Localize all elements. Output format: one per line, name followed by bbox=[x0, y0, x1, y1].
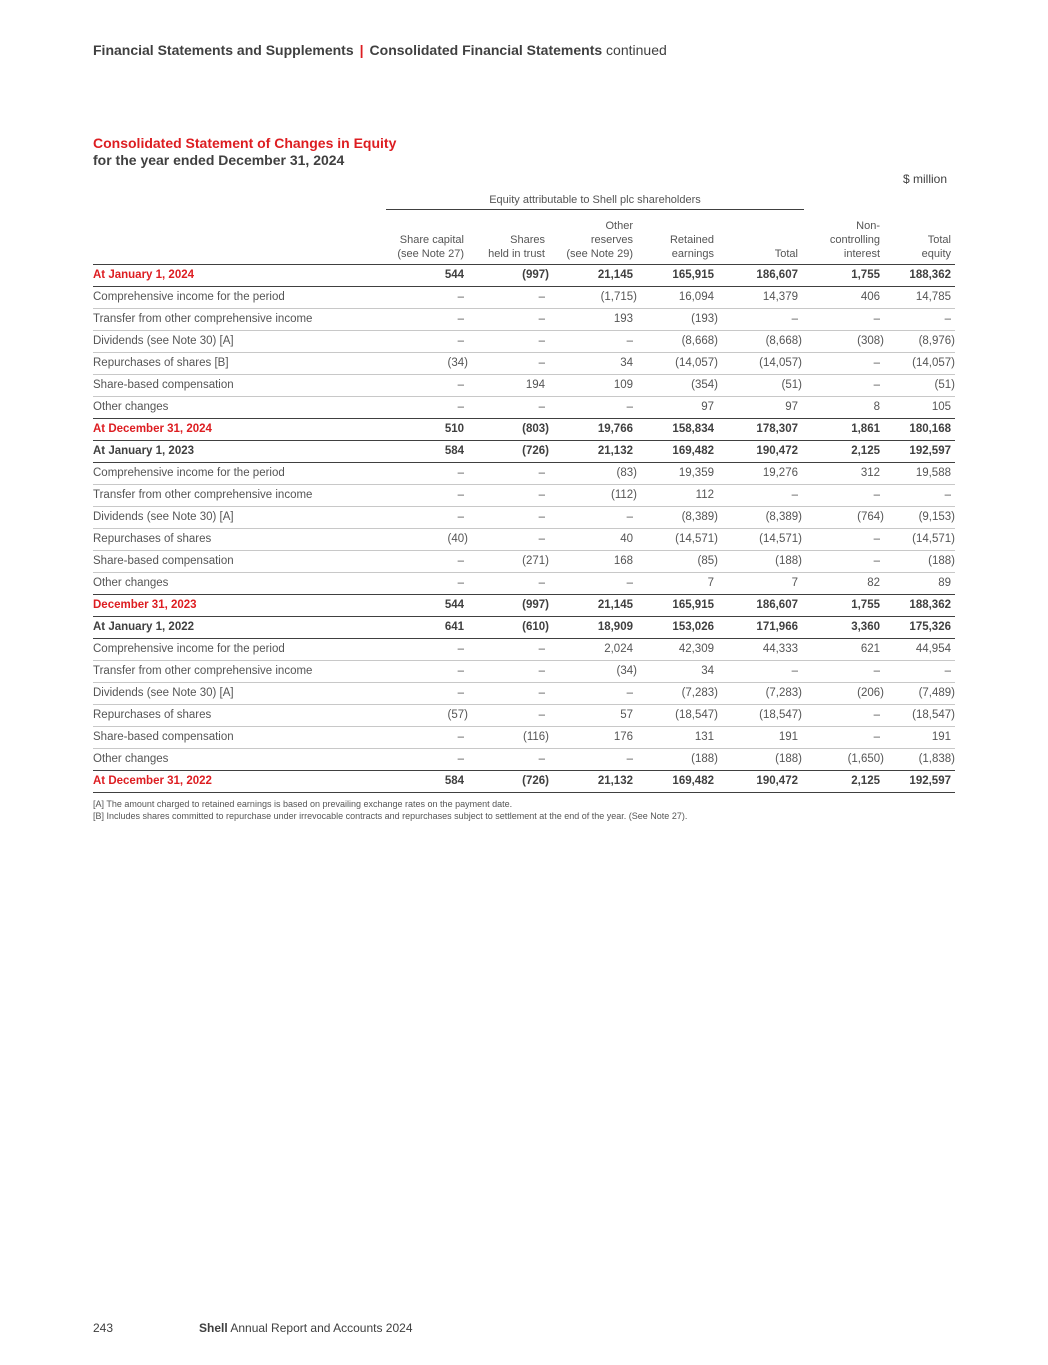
cell-value: – bbox=[884, 660, 955, 682]
cell-value: – bbox=[884, 484, 955, 506]
cell-value: 192,597 bbox=[884, 770, 955, 792]
cell-value: – bbox=[468, 286, 549, 308]
cell-value: 186,607 bbox=[718, 594, 802, 616]
cell-value: 34 bbox=[549, 352, 637, 374]
header-suffix: continued bbox=[606, 42, 667, 58]
footer-report-title: Annual Report and Accounts 2024 bbox=[230, 1321, 413, 1335]
cell-value: 544 bbox=[387, 594, 468, 616]
cell-value: – bbox=[549, 748, 637, 770]
cell-value: (188) bbox=[884, 550, 955, 572]
row-label: Transfer from other comprehensive income bbox=[93, 484, 387, 506]
table-row bbox=[93, 594, 955, 616]
table-row bbox=[93, 704, 955, 726]
cell-value: 14,785 bbox=[884, 286, 955, 308]
cell-value: 178,307 bbox=[718, 418, 802, 440]
row-label: Comprehensive income for the period bbox=[93, 638, 387, 660]
page-number: 243 bbox=[93, 1321, 114, 1335]
cell-value: – bbox=[468, 462, 549, 484]
cell-value: 169,482 bbox=[637, 770, 718, 792]
table-row bbox=[93, 396, 955, 418]
cell-value: 105 bbox=[884, 396, 955, 418]
table-row bbox=[93, 616, 955, 638]
column-header-label bbox=[93, 214, 387, 264]
cell-value: – bbox=[468, 682, 549, 704]
cell-value: – bbox=[387, 748, 468, 770]
cell-value: 544 bbox=[387, 264, 468, 286]
cell-value: – bbox=[387, 484, 468, 506]
table-row bbox=[93, 418, 955, 440]
row-label: Share-based compensation bbox=[93, 374, 387, 396]
cell-value: 180,168 bbox=[884, 418, 955, 440]
cell-value: 158,834 bbox=[637, 418, 718, 440]
row-label: At January 1, 2024 bbox=[93, 264, 387, 286]
statement-title: Consolidated Statement of Changes in Equity bbox=[93, 135, 397, 151]
cell-value: – bbox=[718, 484, 802, 506]
row-label: At January 1, 2022 bbox=[93, 616, 387, 638]
cell-value: 97 bbox=[637, 396, 718, 418]
table-row bbox=[93, 506, 955, 528]
cell-value: – bbox=[468, 748, 549, 770]
cell-value: – bbox=[549, 572, 637, 594]
cell-value: 16,094 bbox=[637, 286, 718, 308]
statement-title-block bbox=[93, 134, 396, 169]
cell-value: 2,125 bbox=[802, 770, 884, 792]
footer-brand: Shell bbox=[199, 1321, 228, 1335]
cell-value: (34) bbox=[549, 660, 637, 682]
cell-value: 641 bbox=[387, 616, 468, 638]
cell-value: – bbox=[387, 308, 468, 330]
cell-value: – bbox=[387, 374, 468, 396]
cell-value: (14,057) bbox=[884, 352, 955, 374]
cell-value: – bbox=[549, 330, 637, 352]
cell-value: (1,838) bbox=[884, 748, 955, 770]
cell-value: 312 bbox=[802, 462, 884, 484]
row-label: Transfer from other comprehensive income bbox=[93, 660, 387, 682]
cell-value: – bbox=[468, 528, 549, 550]
cell-value: – bbox=[468, 330, 549, 352]
cell-value: 21,145 bbox=[549, 264, 637, 286]
cell-value: – bbox=[549, 396, 637, 418]
column-header-other-reserves: Other reserves (see Note 29) bbox=[549, 214, 637, 264]
cell-value: – bbox=[802, 352, 884, 374]
cell-value: 14,379 bbox=[718, 286, 802, 308]
cell-value: 176 bbox=[549, 726, 637, 748]
cell-value: (8,389) bbox=[637, 506, 718, 528]
cell-value: – bbox=[468, 308, 549, 330]
cell-value: – bbox=[802, 374, 884, 396]
cell-value: 57 bbox=[549, 704, 637, 726]
cell-value: 510 bbox=[387, 418, 468, 440]
row-label: Other changes bbox=[93, 572, 387, 594]
table-row bbox=[93, 374, 955, 396]
cell-value: 2,125 bbox=[802, 440, 884, 462]
column-header-non-controlling-interest: Non- controlling interest bbox=[802, 214, 884, 264]
cell-value: (9,153) bbox=[884, 506, 955, 528]
cell-value: – bbox=[802, 550, 884, 572]
table-header-row bbox=[93, 214, 955, 264]
column-header-shares-held-in-trust: Shares held in trust bbox=[468, 214, 549, 264]
cell-value: 621 bbox=[802, 638, 884, 660]
table-row bbox=[93, 484, 955, 506]
cell-value: 193 bbox=[549, 308, 637, 330]
footnote-b: [B] Includes shares committed to repurchase under irrevocable contracts and repurchases subject to settlement at the end of the year. (See Note 27). bbox=[93, 811, 688, 821]
cell-value: (57) bbox=[387, 704, 468, 726]
header-section: Financial Statements and Supplements bbox=[93, 42, 354, 58]
cell-value: 584 bbox=[387, 440, 468, 462]
row-label: Other changes bbox=[93, 748, 387, 770]
cell-value: 21,132 bbox=[549, 440, 637, 462]
cell-value: (83) bbox=[549, 462, 637, 484]
cell-value: – bbox=[387, 572, 468, 594]
equity-group-header: Equity attributable to Shell plc shareholders bbox=[386, 194, 804, 210]
row-label: Share-based compensation bbox=[93, 550, 387, 572]
running-header bbox=[93, 42, 667, 58]
row-label: Dividends (see Note 30) [A] bbox=[93, 682, 387, 704]
cell-value: – bbox=[468, 396, 549, 418]
cell-value: 7 bbox=[637, 572, 718, 594]
cell-value: – bbox=[884, 308, 955, 330]
cell-value: – bbox=[802, 660, 884, 682]
cell-value: 112 bbox=[637, 484, 718, 506]
cell-value: (7,283) bbox=[718, 682, 802, 704]
cell-value: – bbox=[387, 330, 468, 352]
cell-value: (14,571) bbox=[637, 528, 718, 550]
cell-value: (193) bbox=[637, 308, 718, 330]
page-footer bbox=[93, 1321, 413, 1335]
table-row bbox=[93, 682, 955, 704]
cell-value: 19,766 bbox=[549, 418, 637, 440]
cell-value: (14,057) bbox=[718, 352, 802, 374]
cell-value: (116) bbox=[468, 726, 549, 748]
cell-value: (14,571) bbox=[718, 528, 802, 550]
cell-value: 191 bbox=[718, 726, 802, 748]
cell-value: 89 bbox=[884, 572, 955, 594]
cell-value: 97 bbox=[718, 396, 802, 418]
table-row bbox=[93, 550, 955, 572]
cell-value: – bbox=[549, 682, 637, 704]
cell-value: – bbox=[802, 308, 884, 330]
cell-value: 82 bbox=[802, 572, 884, 594]
table-row bbox=[93, 286, 955, 308]
cell-value: – bbox=[468, 638, 549, 660]
cell-value: 44,333 bbox=[718, 638, 802, 660]
cell-value: (7,283) bbox=[637, 682, 718, 704]
row-label: Repurchases of shares bbox=[93, 528, 387, 550]
cell-value: 175,326 bbox=[884, 616, 955, 638]
cell-value: 190,472 bbox=[718, 770, 802, 792]
cell-value: – bbox=[387, 396, 468, 418]
cell-value: 44,954 bbox=[884, 638, 955, 660]
cell-value: 19,276 bbox=[718, 462, 802, 484]
cell-value: 8 bbox=[802, 396, 884, 418]
cell-value: 190,472 bbox=[718, 440, 802, 462]
table-row bbox=[93, 440, 955, 462]
cell-value: (34) bbox=[387, 352, 468, 374]
row-label: Dividends (see Note 30) [A] bbox=[93, 330, 387, 352]
table-row bbox=[93, 330, 955, 352]
cell-value: – bbox=[802, 704, 884, 726]
cell-value: 3,360 bbox=[802, 616, 884, 638]
row-label: At January 1, 2023 bbox=[93, 440, 387, 462]
unit-label: $ million bbox=[902, 172, 947, 186]
cell-value: 188,362 bbox=[884, 264, 955, 286]
cell-value: 40 bbox=[549, 528, 637, 550]
cell-value: 1,755 bbox=[802, 264, 884, 286]
cell-value: – bbox=[802, 484, 884, 506]
cell-value: (206) bbox=[802, 682, 884, 704]
cell-value: (51) bbox=[884, 374, 955, 396]
table-row bbox=[93, 748, 955, 770]
table-row bbox=[93, 308, 955, 330]
cell-value: 191 bbox=[884, 726, 955, 748]
row-label: Other changes bbox=[93, 396, 387, 418]
cell-value: – bbox=[387, 506, 468, 528]
cell-value: – bbox=[718, 660, 802, 682]
cell-value: (1,715) bbox=[549, 286, 637, 308]
cell-value: 19,588 bbox=[884, 462, 955, 484]
cell-value: (188) bbox=[718, 550, 802, 572]
cell-value: – bbox=[387, 638, 468, 660]
table-row bbox=[93, 352, 955, 374]
cell-value: 21,132 bbox=[549, 770, 637, 792]
cell-value: – bbox=[468, 704, 549, 726]
cell-value: 165,915 bbox=[637, 264, 718, 286]
equity-table bbox=[93, 214, 955, 793]
cell-value: – bbox=[387, 660, 468, 682]
header-separator: | bbox=[359, 42, 364, 58]
cell-value: (997) bbox=[468, 264, 549, 286]
cell-value: 18,909 bbox=[549, 616, 637, 638]
cell-value: (610) bbox=[468, 616, 549, 638]
cell-value: 171,966 bbox=[718, 616, 802, 638]
cell-value: – bbox=[468, 484, 549, 506]
header-subsection: Consolidated Financial Statements bbox=[369, 42, 603, 58]
cell-value: (8,976) bbox=[884, 330, 955, 352]
cell-value: – bbox=[718, 308, 802, 330]
table-row bbox=[93, 264, 955, 286]
cell-value: (271) bbox=[468, 550, 549, 572]
cell-value: 1,861 bbox=[802, 418, 884, 440]
cell-value: – bbox=[802, 528, 884, 550]
cell-value: (18,547) bbox=[637, 704, 718, 726]
row-label: Share-based compensation bbox=[93, 726, 387, 748]
cell-value: 2,024 bbox=[549, 638, 637, 660]
cell-value: (85) bbox=[637, 550, 718, 572]
cell-value: 165,915 bbox=[637, 594, 718, 616]
cell-value: (18,547) bbox=[884, 704, 955, 726]
cell-value: 169,482 bbox=[637, 440, 718, 462]
cell-value: (112) bbox=[549, 484, 637, 506]
cell-value: (726) bbox=[468, 770, 549, 792]
cell-value: (188) bbox=[637, 748, 718, 770]
row-label: At December 31, 2022 bbox=[93, 770, 387, 792]
cell-value: – bbox=[468, 506, 549, 528]
footnotes bbox=[93, 798, 687, 822]
cell-value: 194 bbox=[468, 374, 549, 396]
cell-value: 19,359 bbox=[637, 462, 718, 484]
table-row bbox=[93, 638, 955, 660]
row-label: December 31, 2023 bbox=[93, 594, 387, 616]
cell-value: – bbox=[387, 726, 468, 748]
cell-value: 21,145 bbox=[549, 594, 637, 616]
cell-value: (14,571) bbox=[884, 528, 955, 550]
table-row bbox=[93, 528, 955, 550]
cell-value: 192,597 bbox=[884, 440, 955, 462]
cell-value: 34 bbox=[637, 660, 718, 682]
table-row bbox=[93, 770, 955, 792]
cell-value: – bbox=[387, 682, 468, 704]
cell-value: 188,362 bbox=[884, 594, 955, 616]
cell-value: (14,057) bbox=[637, 352, 718, 374]
column-header-retained-earnings: Retained earnings bbox=[637, 214, 718, 264]
cell-value: – bbox=[387, 462, 468, 484]
row-label: At December 31, 2024 bbox=[93, 418, 387, 440]
statement-subtitle: for the year ended December 31, 2024 bbox=[93, 152, 345, 168]
row-label: Transfer from other comprehensive income bbox=[93, 308, 387, 330]
cell-value: (8,668) bbox=[637, 330, 718, 352]
row-label: Dividends (see Note 30) [A] bbox=[93, 506, 387, 528]
cell-value: – bbox=[468, 572, 549, 594]
column-header-share-capital: Share capital (see Note 27) bbox=[387, 214, 468, 264]
table-row bbox=[93, 726, 955, 748]
cell-value: (40) bbox=[387, 528, 468, 550]
cell-value: – bbox=[549, 506, 637, 528]
cell-value: (764) bbox=[802, 506, 884, 528]
table-row bbox=[93, 462, 955, 484]
cell-value: 109 bbox=[549, 374, 637, 396]
cell-value: 7 bbox=[718, 572, 802, 594]
cell-value: 131 bbox=[637, 726, 718, 748]
cell-value: – bbox=[387, 550, 468, 572]
cell-value: (803) bbox=[468, 418, 549, 440]
row-label: Comprehensive income for the period bbox=[93, 286, 387, 308]
cell-value: 153,026 bbox=[637, 616, 718, 638]
cell-value: (1,650) bbox=[802, 748, 884, 770]
cell-value: 1,755 bbox=[802, 594, 884, 616]
cell-value: 42,309 bbox=[637, 638, 718, 660]
cell-value: (8,389) bbox=[718, 506, 802, 528]
cell-value: (51) bbox=[718, 374, 802, 396]
cell-value: 168 bbox=[549, 550, 637, 572]
cell-value: – bbox=[387, 286, 468, 308]
cell-value: – bbox=[802, 726, 884, 748]
row-label: Repurchases of shares bbox=[93, 704, 387, 726]
cell-value: 186,607 bbox=[718, 264, 802, 286]
cell-value: – bbox=[468, 352, 549, 374]
cell-value: – bbox=[468, 660, 549, 682]
cell-value: (18,547) bbox=[718, 704, 802, 726]
cell-value: (997) bbox=[468, 594, 549, 616]
cell-value: 584 bbox=[387, 770, 468, 792]
row-label: Comprehensive income for the period bbox=[93, 462, 387, 484]
cell-value: (726) bbox=[468, 440, 549, 462]
table-row bbox=[93, 572, 955, 594]
cell-value: (7,489) bbox=[884, 682, 955, 704]
column-header-total: Total bbox=[718, 214, 802, 264]
cell-value: (354) bbox=[637, 374, 718, 396]
column-header-total-equity: Total equity bbox=[884, 214, 955, 264]
row-label: Repurchases of shares [B] bbox=[93, 352, 387, 374]
cell-value: (188) bbox=[718, 748, 802, 770]
footnote-a: [A] The amount charged to retained earnings is based on prevailing exchange rates on the payment date. bbox=[93, 799, 513, 809]
table-row bbox=[93, 660, 955, 682]
cell-value: (8,668) bbox=[718, 330, 802, 352]
cell-value: (308) bbox=[802, 330, 884, 352]
cell-value: 406 bbox=[802, 286, 884, 308]
